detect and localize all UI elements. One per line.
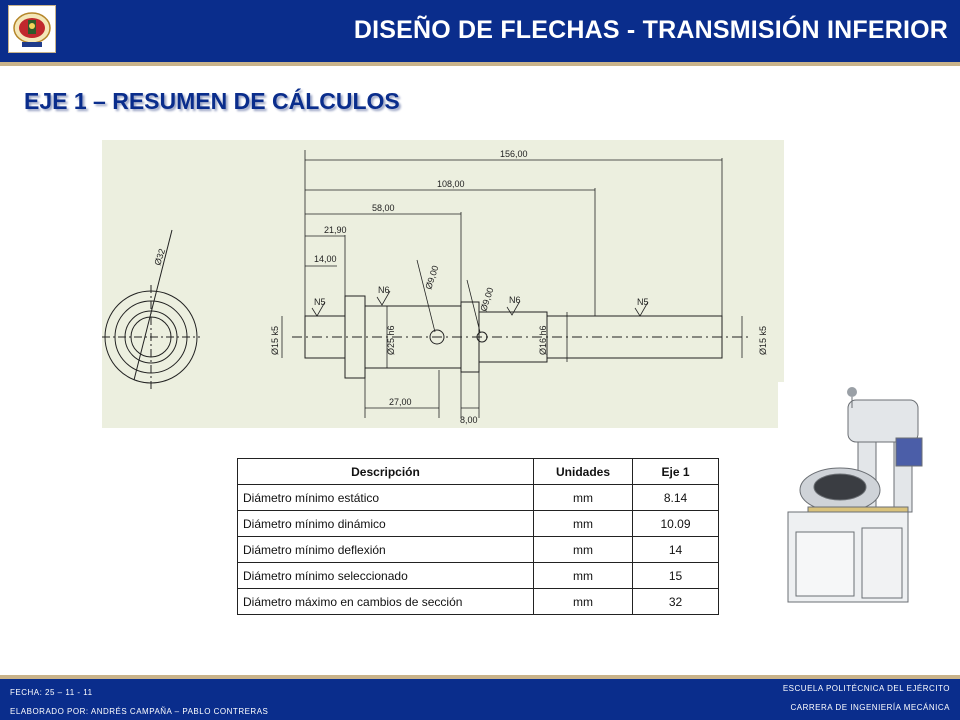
dim-diam-15-left: Ø15 k5 xyxy=(270,325,280,355)
finish-n6-a: N6 xyxy=(378,285,390,295)
table-header-row xyxy=(238,459,719,485)
cell-description: Diámetro mínimo estático xyxy=(238,485,534,511)
table-row xyxy=(238,485,719,511)
finish-n5-left: N5 xyxy=(314,297,326,307)
footer-career: CARRERA DE INGENIERÍA MECÁNICA xyxy=(790,703,950,712)
footer-author: ELABORADO POR: ANDRÉS CAMPAÑA – PABLO CONTRERAS xyxy=(10,707,269,716)
dim-length-27: 27,00 xyxy=(389,397,412,407)
dim-diam-16: Ø16 h6 xyxy=(538,325,548,355)
cell-units: mm xyxy=(534,485,633,511)
cell-description: Diámetro máximo en cambios de sección xyxy=(238,589,534,615)
dim-diam-32: Ø32 xyxy=(152,247,168,267)
header-eje-1: Eje 1 xyxy=(633,459,719,485)
dim-total-length: 156,00 xyxy=(500,149,528,159)
shaft-drawing xyxy=(102,140,784,428)
dim-diam-9-a: Ø9,00 xyxy=(423,264,441,291)
cell-description: Diámetro mínimo seleccionado xyxy=(238,563,534,589)
finish-n6-b: N6 xyxy=(509,295,521,305)
cell-description: Diámetro mínimo dinámico xyxy=(238,511,534,537)
page-title: DISEÑO DE FLECHAS - TRANSMISIÓN INFERIOR xyxy=(353,16,948,44)
cell-units: mm xyxy=(534,563,633,589)
dim-length-58: 58,00 xyxy=(372,203,395,213)
dim-diam-9-b: Ø9,00 xyxy=(478,286,496,313)
finish-n5-right: N5 xyxy=(637,297,649,307)
table-row xyxy=(238,537,719,563)
machine-illustration xyxy=(778,382,938,608)
cell-units: mm xyxy=(534,589,633,615)
cell-value: 14 xyxy=(633,537,719,563)
table-row xyxy=(238,511,719,537)
cell-value: 8.14 xyxy=(633,485,719,511)
header-description: Descripción xyxy=(238,459,534,485)
footer-date: FECHA: 25 – 11 - 11 xyxy=(10,688,93,697)
cell-units: mm xyxy=(534,537,633,563)
cell-value: 15 xyxy=(633,563,719,589)
dim-length-8: 8,00 xyxy=(460,415,478,425)
dim-length-21: 21,90 xyxy=(324,225,347,235)
dim-length-14: 14,00 xyxy=(314,254,337,264)
cell-units: mm xyxy=(534,511,633,537)
footer-school: ESCUELA POLITÉCNICA DEL EJÉRCITO xyxy=(782,684,950,693)
table-row xyxy=(238,563,719,589)
summary-table xyxy=(237,458,719,615)
dim-diam-15-right: Ø15 k5 xyxy=(758,325,768,355)
dim-length-108: 108,00 xyxy=(437,179,465,189)
cell-description: Diámetro mínimo deflexión xyxy=(238,537,534,563)
section-title: EJE 1 – RESUMEN DE CÁLCULOS xyxy=(24,88,400,114)
cell-value: 32 xyxy=(633,589,719,615)
header-units: Unidades xyxy=(534,459,633,485)
university-crest-icon xyxy=(8,5,56,53)
cell-value: 10.09 xyxy=(633,511,719,537)
table-row xyxy=(238,589,719,615)
header-divider xyxy=(0,62,960,66)
dim-diam-25: Ø25 h6 xyxy=(386,325,396,355)
